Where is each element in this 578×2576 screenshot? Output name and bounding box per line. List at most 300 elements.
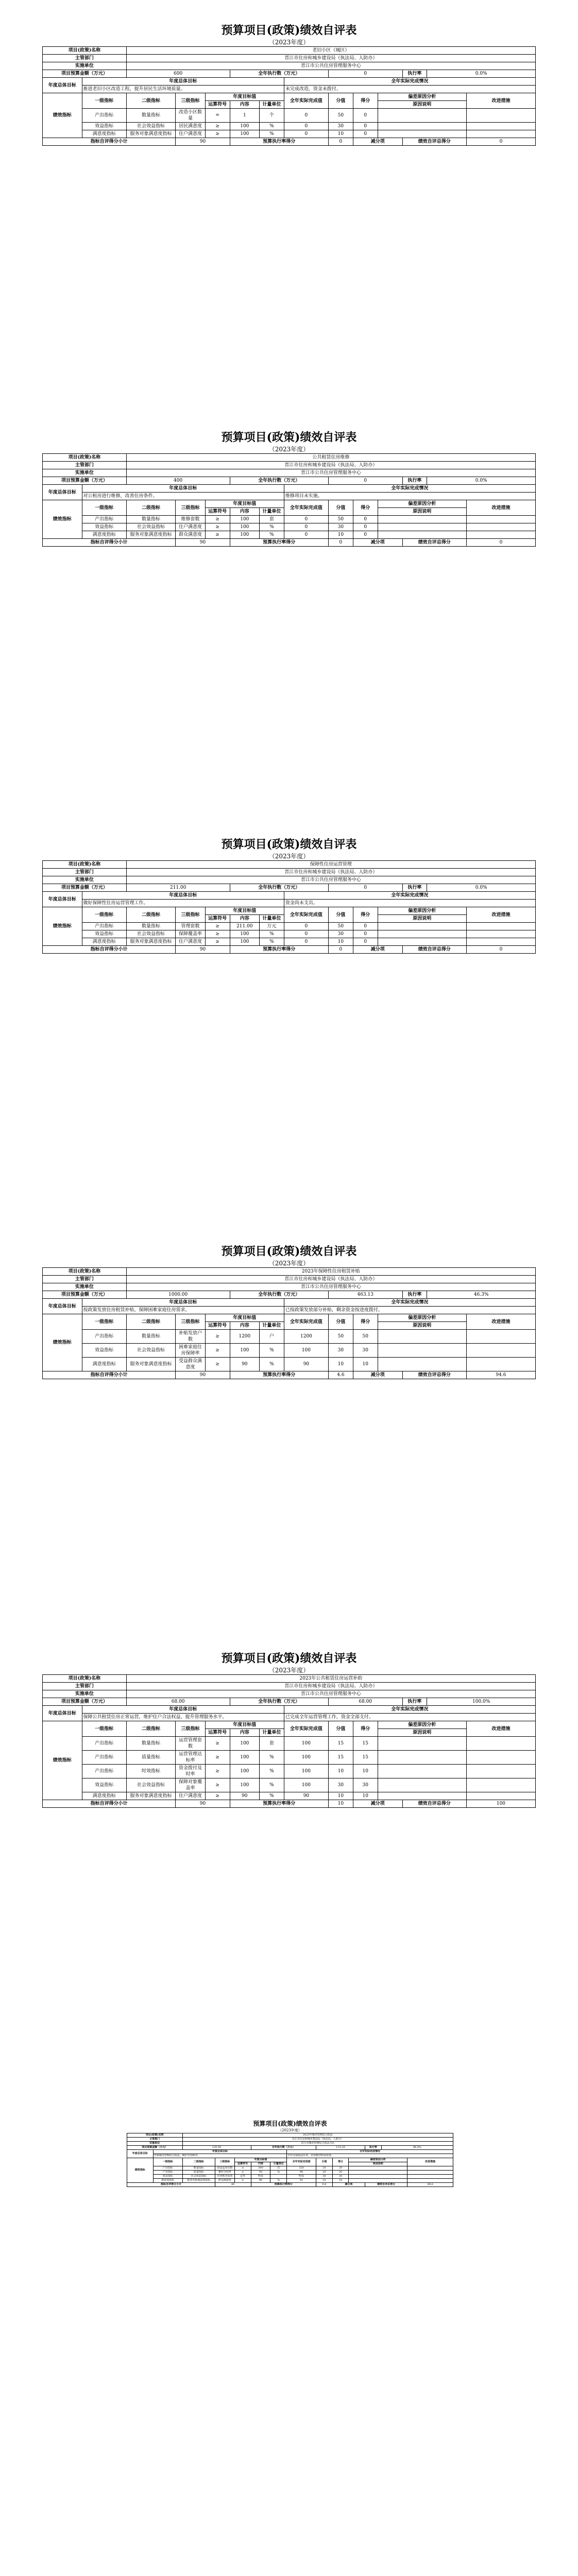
indicator-level2: 数量指标 [126,109,176,123]
header-deviation: 偏差原因分析 [378,93,466,101]
indicator-reason [349,2166,407,2171]
indicator-level3: 受益群众满意度 [176,1358,205,1371]
indicator-improve [466,1344,535,1358]
label-project-name: 项目(政策)名称 [43,1268,127,1276]
indicator-improve [466,1751,535,1765]
indicator-unit: % [260,523,284,531]
indicator-scoring: 50 [328,923,353,930]
label-final-score: 绩效自评总得分 [402,138,466,146]
indicator-unit: 套 [260,516,284,523]
label-project-name: 项目(政策)名称 [43,47,127,55]
label-department: 主管部门 [43,869,127,876]
header-score: 得分 [353,93,378,109]
header-reasons: 原因说明 [349,2162,407,2166]
header-deviation: 偏差原因分析 [378,1721,466,1729]
header-level1: 一级指标 [82,907,126,923]
label-total: 指标自评得分小计 [43,1800,176,1808]
goal-text: 推进老旧小区改造工程，提升居民生活环境质量。 [82,86,284,93]
label-final-score: 绩效自评总得分 [365,2183,407,2187]
implementer: 晋江市公共住房管理服务中心 [126,469,535,477]
label-annual-goal: 年度总体目标 [82,1706,284,1714]
header-level3: 三级指标 [176,1314,205,1330]
header-scoring: 分值 [328,1314,353,1330]
header-level3: 三级指标 [176,93,205,109]
header-level3: 三级指标 [215,2158,234,2166]
budget-score: 0 [328,138,353,146]
indicator-score: 0 [353,930,378,938]
total-score: 90 [176,1800,230,1808]
indicator-reason [378,523,466,531]
indicator-level2: 社会效益指标 [126,1344,176,1358]
header-content: 内容 [230,508,259,516]
indicator-operator: ≥ [205,930,230,938]
header-actual: 全年实际完成值 [284,93,328,109]
label-actual: 全年执行数（万元） [230,477,328,485]
form-year: （2023年度） [268,1260,310,1267]
indicator-level3: 群众满意度 [176,531,205,539]
header-level1: 一级指标 [82,1314,126,1330]
indicator-reason [349,2179,407,2183]
actual-value: 68.00 [328,1698,402,1706]
budget-value: 120.00 [182,2146,251,2150]
evaluation-form [42,1242,536,1379]
indicator-level1: 效益指标 [82,930,126,938]
indicator-level1: 产出指标 [82,1765,126,1778]
header-deviation: 偏差原因分析 [378,500,466,508]
indicator-level1: 效益指标 [82,523,126,531]
label-department: 主管部门 [43,462,127,469]
header-scoring: 分值 [316,2158,333,2166]
label-budget: 项目预算金额（万元） [43,477,127,485]
department: 晋江市住房和城乡建设局（执法局、人防办） [126,1683,535,1690]
indicator-score: 0 [353,523,378,531]
form-year: （2023年度） [278,2128,302,2132]
indicator-actual: 0 [284,130,328,138]
label-budget-score: 预算执行率得分 [230,1800,328,1808]
indicator-scoring: 15 [328,1737,353,1751]
indicator-improve [466,1792,535,1800]
evaluation-form [127,2117,453,2187]
indicator-improve [466,516,535,523]
label-total: 指标自评得分小计 [43,138,176,146]
form-title: 预算项目(政策)绩效自评表 [221,24,357,37]
header-improve: 改进措施 [466,907,535,923]
indicator-level3: 保障对象覆盖率 [176,1778,205,1792]
project-name: 2023年保障性住房租赁补贴 [126,1268,535,1276]
indicator-operator: ≥ [205,523,230,531]
label-completion: 全年实际完成情况 [284,78,535,86]
header-content: 内容 [251,2162,270,2166]
indicator-operator: ≥ [205,938,230,946]
indicator-level1: 效益指标 [82,1344,126,1358]
indicator-level3: 住户满意度 [176,130,205,138]
final-score: 89.6 [407,2183,453,2187]
header-score: 得分 [353,1314,378,1330]
label-completion: 全年实际完成情况 [284,1706,535,1714]
indicator-reason [378,930,466,938]
header-target: 年度目标值 [205,500,284,508]
indicator-reason [378,123,466,130]
label-exec-rate: 执行率 [402,1698,427,1706]
label-deduct: 减分项 [353,539,402,547]
label-deduct: 减分项 [353,1371,402,1379]
indicator-actual: 明显 [287,2175,316,2179]
indicator-target: 100 [230,130,259,138]
indicator-target: 90 [230,1358,259,1371]
indicator-level2: 社会效益指标 [126,123,176,130]
indicator-level2: 时效指标 [126,1765,176,1778]
total-score: 90 [176,946,230,954]
total-score: 90 [176,138,230,146]
label-annual-goal: 年度总体目标 [82,78,284,86]
header-level1: 一级指标 [153,2158,182,2166]
project-name: 2023年城市管理综合执法 [182,2133,453,2138]
label-budget: 项目预算金额（万元） [43,884,127,892]
indicator-operator: ≥ [234,2171,251,2175]
indicator-score: 50 [353,1330,378,1344]
indicator-unit: % [260,1765,284,1778]
indicator-operator: ≥ [205,1792,230,1800]
indicator-target: 100 [230,531,259,539]
header-level2: 二级指标 [126,500,176,516]
indicator-scoring: 50 [328,1330,353,1344]
performance-table [42,1674,536,1808]
indicator-scoring: 50 [328,109,353,123]
label-total: 指标自评得分小计 [43,1371,176,1379]
indicator-actual: 1200 [284,1330,328,1344]
header-score: 得分 [353,500,378,516]
final-score: 94.6 [466,1371,535,1379]
indicator-reason [378,1765,466,1778]
indicator-target: 211.00 [230,923,259,930]
budget-score: 10 [328,1800,353,1808]
indicator-improve [466,531,535,539]
label-goal: 年度总体目标 [127,2150,154,2158]
indicator-scoring: 50 [328,516,353,523]
completion-text: 资金尚未支出。 [284,900,535,907]
label-department: 主管部门 [43,55,127,62]
exec-rate: 96.0% [381,2146,453,2150]
header-scoring: 分值 [328,907,353,923]
goal-text: 保障公共租赁住房正常运营，维护住户合法权益，提升管理服务水平。 [82,1714,284,1721]
label-final-score: 绩效自评总得分 [402,539,466,547]
header-compare: 运算符号 [205,1322,230,1330]
label-goal: 年度总体目标 [43,78,82,93]
header-reasons: 原因说明 [378,1729,466,1737]
indicator-improve [466,1778,535,1792]
header-level1: 一级指标 [82,500,126,516]
header-level2: 二级指标 [182,2158,215,2166]
final-score: 0 [466,138,535,146]
header-reasons: 原因说明 [378,1322,466,1330]
indicator-score: 10 [353,1358,378,1371]
indicator-actual: 0 [284,938,328,946]
final-score: 100 [466,1800,535,1808]
label-exec-rate: 执行率 [402,477,427,485]
indicator-level2: 质量指标 [126,1751,176,1765]
final-score: 0 [466,946,535,954]
indicator-scoring: 20 [316,2171,333,2175]
form-title: 预算项目(政策)绩效自评表 [221,838,357,851]
indicator-actual: 100 [284,1737,328,1751]
label-completion: 全年实际完成情况 [284,892,535,900]
indicator-score: 30 [332,2175,349,2179]
indicator-score: 20 [332,2166,349,2171]
indicator-reason [378,109,466,123]
indicator-improve [466,923,535,930]
budget-value: 600 [126,70,230,78]
actual-value: 463.13 [328,1291,402,1299]
label-completion: 全年实际完成情况 [284,1299,535,1307]
indicator-actual: 0 [284,531,328,539]
implementer: 晋江市公共住房管理服务中心 [126,876,535,884]
evaluation-form [42,21,536,146]
indicator-scoring: 30 [316,2175,333,2179]
performance-table [127,2133,453,2187]
indicator-unit: % [260,1792,284,1800]
indicator-actual: 0 [284,930,328,938]
indicator-score: 15 [353,1737,378,1751]
indicator-level1: 产出指标 [82,516,126,523]
label-perf-indicators: 绩效指标 [43,500,82,539]
label-project-name: 项目(政策)名称 [127,2133,183,2138]
label-annual-goal: 年度总体目标 [153,2150,286,2154]
indicator-improve [466,109,535,123]
indicator-level1: 效益指标 [153,2175,182,2179]
header-content: 内容 [230,1322,259,1330]
indicator-level1: 产出指标 [153,2171,182,2175]
indicator-reason [378,1792,466,1800]
label-completion: 全年实际完成情况 [284,485,535,493]
label-total: 指标自评得分小计 [127,2183,215,2187]
label-actual: 全年执行数（万元） [230,1698,328,1706]
indicator-level2: 服务对象满意度指标 [126,938,176,946]
indicator-scoring: 10 [328,531,353,539]
indicator-scoring: 20 [316,2166,333,2171]
department: 晋江市住房和城乡建设局（执法局、人防办） [126,462,535,469]
indicator-target: 100 [230,523,259,531]
indicator-target: 明显 [251,2175,270,2179]
label-annual-goal: 年度总体目标 [82,892,284,900]
indicator-level3: 运营管理达标率 [176,1751,205,1765]
indicator-level2: 社会效益指标 [182,2175,215,2179]
indicator-reason [378,938,466,946]
indicator-scoring: 10 [328,938,353,946]
header-level3: 三级指标 [176,500,205,516]
header-improve: 改进措施 [466,93,535,109]
label-implementer: 实施单位 [43,469,127,477]
total-score: 80 [215,2183,251,2187]
indicator-scoring: 10 [316,2179,333,2183]
label-actual: 全年执行数（万元） [230,884,328,892]
header-level3: 三级指标 [176,907,205,923]
indicator-level1: 产出指标 [82,1751,126,1765]
indicator-level1: 满意度指标 [153,2179,182,2183]
total-score: 90 [176,539,230,547]
indicator-target: 300 [251,2166,270,2171]
label-implementer: 实施单位 [43,1690,127,1698]
header-level2: 二级指标 [126,907,176,923]
header-actual: 全年实际完成值 [284,500,328,516]
indicator-reason [378,1344,466,1358]
indicator-level2: 社会效益指标 [126,930,176,938]
indicator-level1: 产出指标 [153,2166,182,2171]
indicator-level3: 住户满意度 [176,523,205,531]
header-level3: 三级指标 [176,1721,205,1737]
indicator-level1: 效益指标 [82,1778,126,1792]
label-exec-rate: 执行率 [402,884,427,892]
implementer: 晋江市公共住房管理服务中心 [126,1690,535,1698]
header-content: 内容 [230,915,259,923]
goal-text: 对公租房进行维修，改善住房条件。 [82,493,284,500]
label-budget: 项目预算金额（万元） [127,2146,183,2150]
indicator-level1: 满意度指标 [82,938,126,946]
indicator-operator: ≥ [234,2179,251,2183]
indicator-improve [466,130,535,138]
budget-score: 0 [328,539,353,547]
header-compare: 运算符号 [205,915,230,923]
completion-text: 已完成全年运营管理工作，资金全部支付。 [284,1714,535,1721]
indicator-unit: % [270,2179,287,2183]
label-total: 指标自评得分小计 [43,946,176,954]
indicator-target: 100 [230,1344,259,1358]
indicator-actual: 96 [287,2171,316,2175]
indicator-actual: 0 [284,923,328,930]
project-name: 公共租赁住房维修 [126,454,535,462]
header-level2: 二级指标 [126,1721,176,1737]
label-goal: 年度总体目标 [43,892,82,907]
indicator-score: 30 [353,1344,378,1358]
indicator-score: 0 [353,516,378,523]
indicator-target: 90 [230,1792,259,1800]
indicator-operator: ≥ [205,1344,230,1358]
header-compare: 运算符号 [234,2162,251,2166]
label-actual: 全年执行数（万元） [230,1291,328,1299]
form-title: 预算项目(政策)绩效自评表 [253,2120,327,2127]
indicator-improve [466,123,535,130]
indicator-unit: 次 [270,2166,287,2171]
indicator-unit: % [260,1778,284,1792]
label-perf-indicators: 绩效指标 [43,93,82,138]
indicator-actual: 0 [284,523,328,531]
indicator-level2: 服务对象满意度指标 [126,1792,176,1800]
indicator-improve [466,1358,535,1371]
indicator-reason [349,2171,407,2175]
label-perf-indicators: 绩效指标 [43,1721,82,1800]
indicator-improve [407,2179,453,2183]
header-unit: 计量单位 [260,915,284,923]
indicator-actual: 91 [287,2179,316,2183]
budget-score: 4.6 [328,1371,353,1379]
goal-text: 按政策发放住房租赁补贴，保障困难家庭住房需求。 [82,1307,284,1314]
header-level2: 二级指标 [126,1314,176,1330]
form-title: 预算项目(政策)绩效自评表 [221,1245,357,1258]
department: 晋江市住房和城乡建设局（执法局、人防办） [126,55,535,62]
indicator-scoring: 30 [328,1344,353,1358]
header-unit: 计量单位 [270,2162,287,2166]
indicator-scoring: 30 [328,1778,353,1792]
header-unit: 计量单位 [260,508,284,516]
label-budget: 项目预算金额（万元） [43,1291,127,1299]
indicator-level3: 维修套数 [176,516,205,523]
indicator-unit: 万元 [260,923,284,930]
header-scoring: 分值 [328,500,353,516]
label-budget-score: 预算执行率得分 [230,539,328,547]
indicator-reason [378,531,466,539]
indicator-unit: 套 [260,1737,284,1751]
indicator-scoring: 15 [328,1751,353,1765]
indicator-actual: 320 [287,2166,316,2171]
indicator-unit: 个 [260,109,284,123]
indicator-scoring: 30 [328,930,353,938]
indicator-level2: 服务对象满意度指标 [126,1358,176,1371]
exec-rate: 46.3% [427,1291,536,1299]
label-budget-score: 预算执行率得分 [230,946,328,954]
performance-table [42,860,536,954]
header-deviation: 偏差原因分析 [378,907,466,915]
department: 晋江市住房和城乡建设局（执法局、人防办） [126,869,535,876]
indicator-level3: 住户满意度 [176,938,205,946]
indicator-level2: 社会效益指标 [126,523,176,531]
indicator-operator: ≥ [205,123,230,130]
indicator-target: 90 [251,2179,270,2183]
indicator-reason [378,1330,466,1344]
label-implementer: 实施单位 [127,2142,183,2146]
exec-rate: 0.0% [427,477,536,485]
header-content: 内容 [230,1729,259,1737]
header-target: 年度目标值 [205,1314,284,1322]
implementer: 晋江市城市管理综合执法大队 [182,2142,453,2146]
indicator-reason [349,2175,407,2179]
budget-value: 1000.00 [126,1291,230,1299]
department: 晋江市住房和城乡建设局（执法局、人防办） [126,1276,535,1283]
exec-rate: 0.0% [427,884,536,892]
indicator-unit: % [260,123,284,130]
header-content: 内容 [230,101,259,109]
label-implementer: 实施单位 [43,1283,127,1291]
indicator-actual: 100 [284,1344,328,1358]
label-annual-goal: 年度总体目标 [82,485,284,493]
label-budget: 项目预算金额（万元） [43,1698,127,1706]
indicator-operator: ≥ [205,1765,230,1778]
indicator-target: 100 [230,516,259,523]
indicator-level3: 改造小区数量 [176,109,205,123]
label-final-score: 绩效自评总得分 [402,1800,466,1808]
label-exec-rate: 执行率 [402,1291,427,1299]
header-score: 得分 [353,1721,378,1737]
indicator-scoring: 30 [328,123,353,130]
indicator-level2: 数量指标 [126,1737,176,1751]
label-perf-indicators: 绩效指标 [43,907,82,946]
indicator-actual: 100 [284,1778,328,1792]
indicator-scoring: 10 [328,130,353,138]
label-total: 指标自评得分小计 [43,539,176,547]
indicator-improve [466,1737,535,1751]
indicator-level1: 产出指标 [82,923,126,930]
indicator-target: 100 [230,930,259,938]
header-improve: 改进措施 [466,500,535,516]
indicator-reason [378,130,466,138]
label-actual: 全年执行数（万元） [230,70,328,78]
header-reasons: 原因说明 [378,915,466,923]
indicator-operator: 定性 [234,2175,251,2179]
evaluation-form [42,428,536,547]
header-deviation: 偏差原因分析 [378,1314,466,1322]
indicator-actual: 0 [284,109,328,123]
label-budget-score: 预算执行率得分 [230,1371,328,1379]
indicator-reason [378,1737,466,1751]
header-score: 得分 [353,907,378,923]
